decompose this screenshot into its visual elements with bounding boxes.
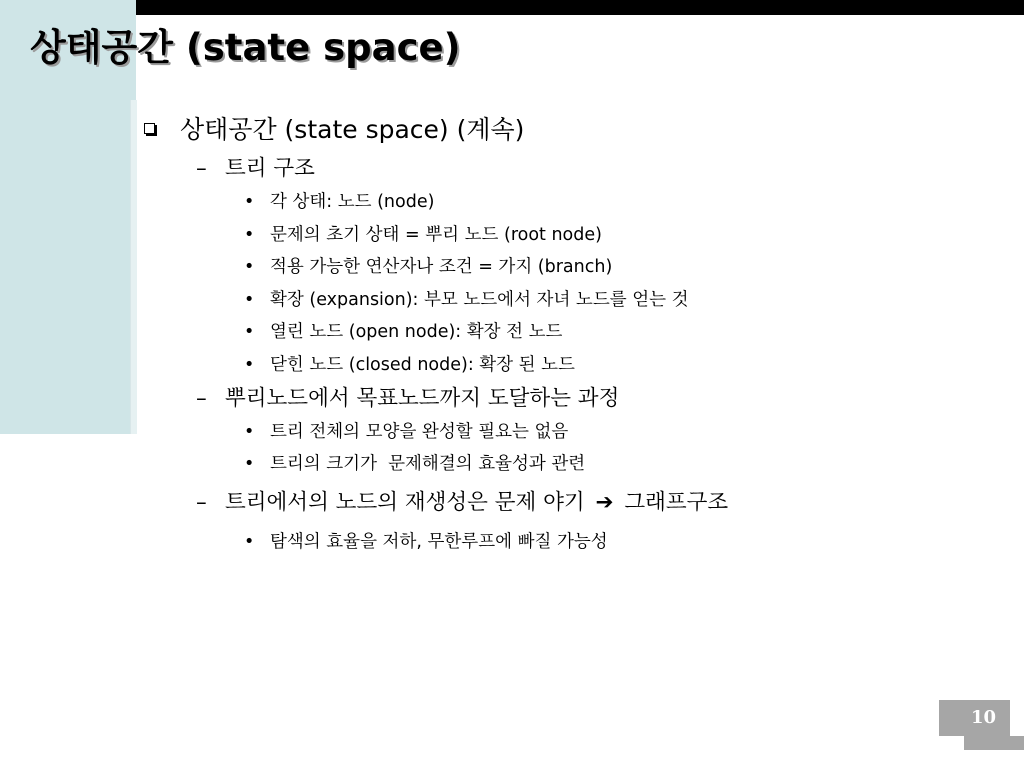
content-heading-text: 상태공간 (state space) (계속) — [180, 115, 525, 144]
section-root-to-goal — [140, 382, 1000, 416]
list-item-text: 문제의 초기 상태 = 뿌리 노드 (root node) — [270, 224, 602, 245]
right-arrow-icon: ➔ — [595, 489, 614, 515]
list-item-text: 각 상태: 노드 (node) — [270, 192, 435, 212]
list-item — [140, 416, 1000, 449]
page-number-underbar — [964, 736, 1024, 750]
dot-icon: • — [244, 289, 255, 310]
dot-icon: • — [244, 192, 255, 212]
list-item-text: 탐색의 효율을 저하, 무한루프에 빠질 가능성 — [270, 531, 608, 552]
dot-icon: • — [244, 322, 255, 343]
dot-icon: • — [244, 224, 255, 245]
list-item — [140, 526, 1000, 559]
dot-icon: • — [244, 454, 255, 475]
dot-icon: • — [244, 421, 255, 442]
list-item-text: 닫힌 노드 (closed node): 확장 된 노드 — [270, 354, 575, 375]
slide-title: 상태공간 (state space) — [30, 26, 461, 69]
content-heading — [140, 108, 1000, 152]
top-bar — [36, 0, 1024, 15]
list-item — [140, 219, 1000, 252]
list-item — [140, 316, 1000, 349]
section-tree-structure — [140, 152, 1000, 186]
list-item-text: 트리의 크기가 문제해결의 효율성과 관련 — [270, 454, 586, 475]
dot-icon: • — [244, 257, 255, 278]
list-item-text: 열린 노드 (open node): 확장 전 노드 — [270, 322, 563, 343]
section-label-suffix: 그래프구조 — [624, 489, 729, 515]
dot-icon: • — [244, 354, 255, 375]
section-label: 뿌리노드에서 목표노드까지 도달하는 과정 — [225, 385, 620, 411]
list-item-text: 트리 전체의 모양을 완성할 필요는 없음 — [270, 421, 569, 442]
list-item — [140, 284, 1000, 317]
list-item — [140, 349, 1000, 382]
dash-icon: – — [196, 156, 207, 181]
list-item — [140, 251, 1000, 284]
dash-icon: – — [196, 489, 207, 515]
section-label: 트리에서의 노드의 재생성은 문제 야기 — [225, 489, 585, 515]
list-item-text: 확장 (expansion): 부모 노드에서 자녀 노드를 얻는 것 — [270, 289, 689, 310]
slide-content — [140, 108, 1000, 558]
page-number: 10 — [970, 707, 997, 728]
page-number-badge — [939, 700, 1010, 736]
dash-icon: – — [196, 385, 207, 411]
section-label: 트리 구조 — [225, 156, 315, 181]
left-accent-panel-edge — [130, 100, 137, 434]
list-item — [140, 448, 1000, 481]
list-item-text: 적용 가능한 연산자나 조건 = 가지 (branch) — [270, 257, 613, 278]
section-node-regeneration — [140, 486, 1000, 520]
dot-icon: • — [244, 531, 255, 552]
checkbox-square-icon — [144, 123, 155, 134]
list-item — [140, 186, 1000, 219]
